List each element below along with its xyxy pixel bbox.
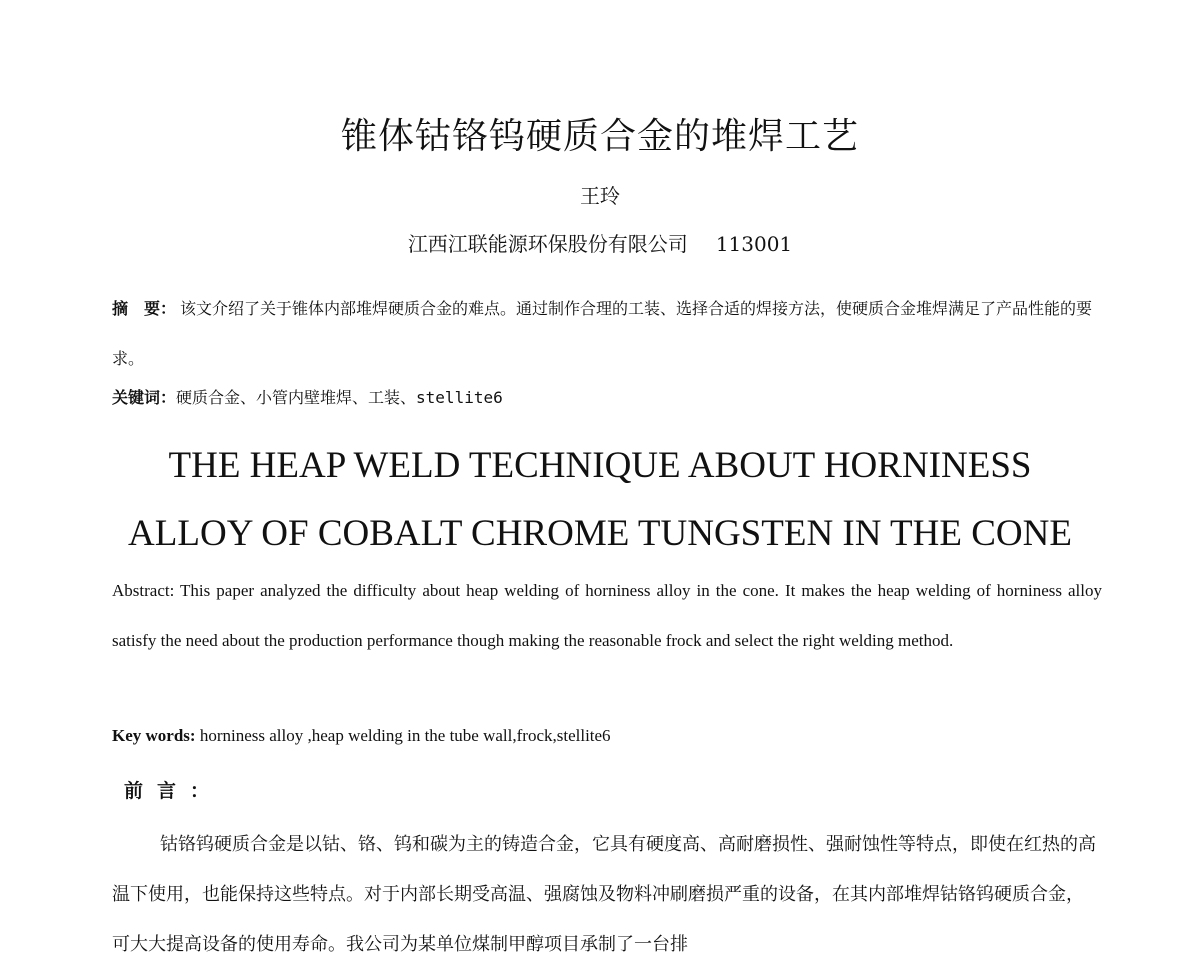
paper-title-cn: 锥体钴铬钨硬质合金的堆焊工艺 <box>340 116 859 157</box>
keywords-cn-tail: stellite6 <box>416 388 503 407</box>
abstract-cn-text: 该文介绍了关于锥体内部堆焊硬质合金的难点。通过制作合理的工装、选择合适的焊接方法，使硬质合金堆焊满足了产品性能的要求。 <box>112 299 1093 368</box>
abstract-cn <box>112 284 1102 384</box>
paper-title-en-line2: ALLOY OF COBALT CHROME TUNGSTEN IN THE CONE <box>128 513 1072 554</box>
keywords-en-label: Key words: <box>112 726 196 745</box>
abstract-cn-label: 摘 要： <box>112 299 177 318</box>
body-paragraph: 钴铬钨硬质合金是以钴、铬、钨和碳为主的铸造合金，它具有硬度高、高耐磨损性、强耐蚀性等特点，即使在红热的高温下使用，也能保持这些特点。对于内部长期受高温、强腐蚀及物料冲刷磨损严重的设备，在其内部堆焊钴铬钨硬质合金，可大大提高设备的使用寿命。我公司为某单位煤制甲醇项目承制了一台排 <box>112 834 1096 955</box>
section-heading-preface: 前言： <box>124 780 224 802</box>
keywords-cn <box>112 385 503 408</box>
keywords-en-text: horniness alloy ,heap welding in the tube wall,frock,stellite6 <box>195 726 611 745</box>
affiliation-postcode: 113001 <box>715 232 793 256</box>
keywords-en <box>112 726 611 746</box>
paper-title-en <box>0 432 1200 568</box>
author-name: 王玲 <box>580 184 620 208</box>
keywords-cn-label: 关键词： <box>112 388 177 407</box>
keywords-cn-text: 硬质合金、小管内壁堆焊、工装、 <box>176 388 417 407</box>
affiliation <box>0 228 1200 257</box>
abstract-en: Abstract: This paper analyzed the difficulty about heap welding of horniness alloy in the cone. It makes the heap welding of horniness alloy satisfy the need about the production performance though making the reasonable frock and select the right welding method. <box>112 581 1102 650</box>
affiliation-name: 江西江联能源环保股份有限公司 <box>407 232 688 256</box>
paper-title-en-line1: THE HEAP WELD TECHNIQUE ABOUT HORNINESS <box>168 445 1032 486</box>
